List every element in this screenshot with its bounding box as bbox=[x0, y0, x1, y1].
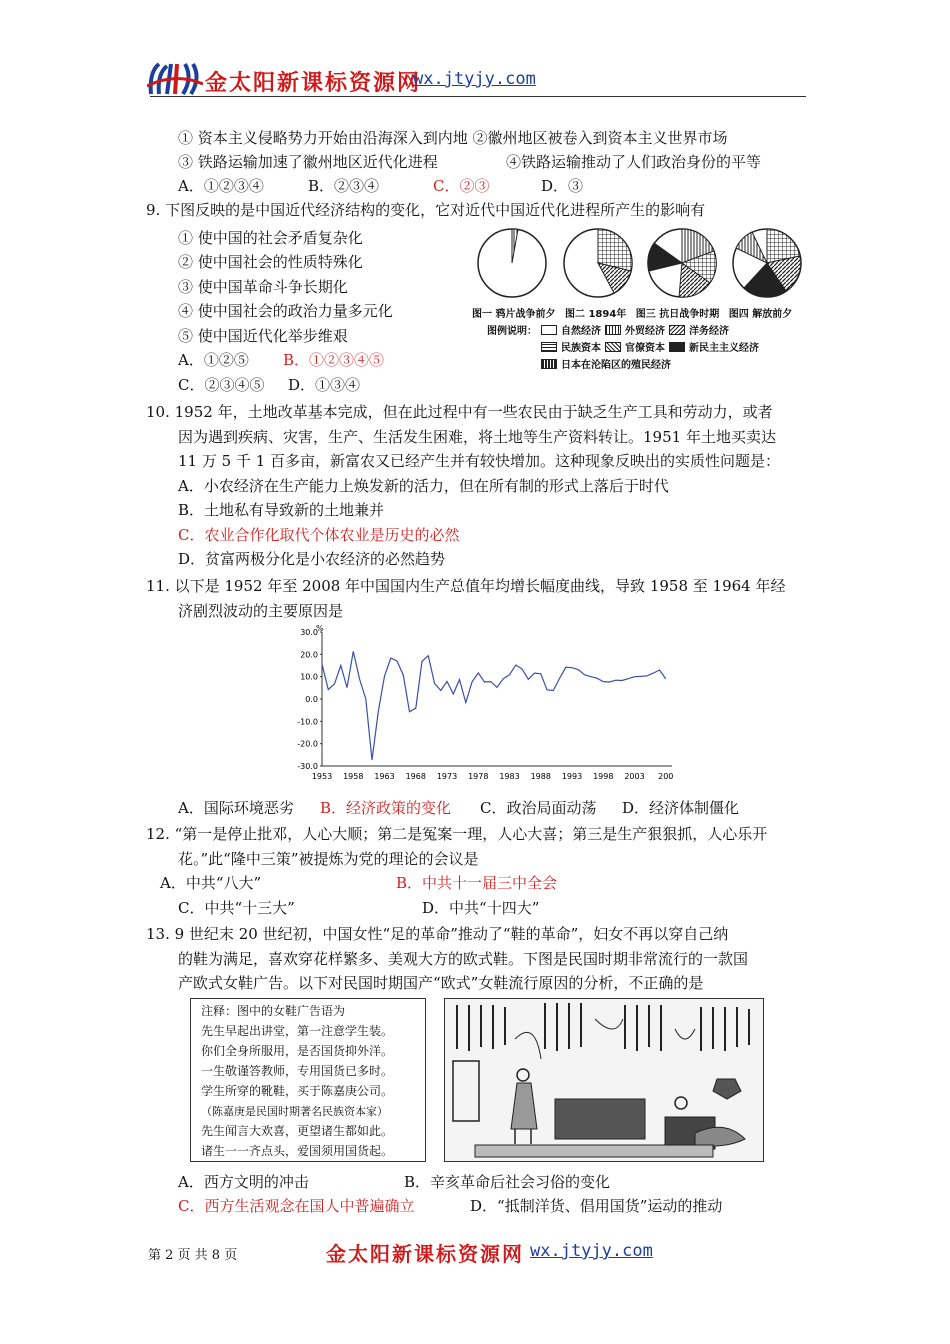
x-tick-label: 1958 bbox=[343, 772, 364, 781]
ad-note-line-6: （陈嘉庚是民国时期著名民族资本家） bbox=[201, 1105, 388, 1118]
footer-url-link[interactable]: wx.jtyjy.com bbox=[530, 1241, 653, 1261]
x-tick-label: 1993 bbox=[561, 772, 583, 781]
legend-foreign-trade: 外贸经济 bbox=[625, 326, 665, 337]
q9-stem: 9. 下图反映的是中国近代经济结构的变化，它对近代中国近代化进程所产生的影响有 bbox=[146, 201, 706, 219]
q11-option-b[interactable]: B．经济政策的变化 bbox=[320, 799, 452, 817]
shoe-ad-drawing-icon bbox=[445, 999, 763, 1161]
q9-option-b[interactable]: B．①②③④⑤ bbox=[283, 351, 385, 369]
x-tick-label: 1968 bbox=[405, 772, 426, 781]
logo-icon bbox=[147, 58, 203, 100]
q11-option-c[interactable]: C．政治局面动荡 bbox=[480, 799, 597, 817]
q12-stem-line-2: 花。”此“隆中三策”被提炼为党的理论的会议是 bbox=[178, 850, 479, 868]
x-tick-label: 2003 bbox=[624, 772, 645, 781]
pie-3 bbox=[648, 229, 716, 297]
q8-statement-line-1: ① 资本主义侵略势力开始由沿海深入到内地 ②徽州地区被卷入到资本主义世界市场 bbox=[178, 129, 728, 147]
legend-westernization: 洋务经济 bbox=[689, 326, 729, 337]
y-tick-label: 10.0 bbox=[300, 672, 318, 682]
q13-stem-line-1: 13. 9 世纪末 20 世纪初，中国女性“足的革命”推动了“鞋的革命”，妇女不再以穿自己纳 bbox=[146, 925, 729, 943]
q8-option-a[interactable]: A．①②③④ bbox=[178, 177, 264, 195]
legend-swatch-icon bbox=[541, 359, 557, 369]
pie-caption-1: 图一 鸦片战争前夕 bbox=[472, 309, 556, 320]
pie-1 bbox=[478, 229, 546, 297]
legend-swatch-icon bbox=[541, 342, 557, 352]
shoe-ad-annotation-box bbox=[190, 998, 426, 1162]
gdp-growth-line bbox=[322, 651, 666, 760]
footer-brand: 金太阳新课标资源网 bbox=[326, 1242, 524, 1266]
q9-option-a[interactable]: A．①②⑤ bbox=[178, 351, 249, 369]
chart-y-ticks bbox=[297, 628, 322, 771]
page-number: 第 2 页 共 8 页 bbox=[148, 1248, 238, 1263]
q8-option-b[interactable]: B．②③④ bbox=[308, 177, 380, 195]
q11-stem-line-2: 济剧烈波动的主要原因是 bbox=[178, 602, 344, 620]
header-url-link[interactable]: wx.jtyjy.com bbox=[413, 69, 536, 89]
pie-legend-row-3 bbox=[541, 356, 671, 371]
q9-item-4: ④ 使中国社会的政治力量多元化 bbox=[178, 302, 393, 320]
q13-option-b[interactable]: B．辛亥革命后社会习俗的变化 bbox=[404, 1173, 611, 1191]
q13-stem-line-3: 产欧式女鞋广告。以下对民国时期国产“欧式”女鞋流行原因的分析，不正确的是 bbox=[178, 974, 704, 992]
y-tick-label: -10.0 bbox=[297, 717, 318, 727]
pie-caption-2: 图二 1894年 bbox=[564, 309, 627, 320]
x-tick-label: 1988 bbox=[530, 772, 551, 781]
q10-stem-line-1: 10. 1952 年，土地改革基本完成，但在此过程中有一些农民由于缺乏生产工具和劳动力，或者 bbox=[146, 403, 773, 421]
q13-option-d[interactable]: D．“抵制洋货、倡用国货”运动的推动 bbox=[470, 1197, 723, 1215]
pie-caption-4: 图四 解放前夕 bbox=[728, 309, 793, 320]
q8-statement-4: ④铁路运输推动了人们政治身份的平等 bbox=[506, 153, 762, 171]
ad-note-line-7: 先生闻言大欢喜，更望诸生都如此。 bbox=[201, 1124, 394, 1138]
chart-axis-lines bbox=[322, 632, 672, 766]
q9-item-3: ③ 使中国革命斗争长期化 bbox=[178, 278, 348, 296]
legend-title: 图例说明： bbox=[487, 326, 537, 337]
x-tick-label: 1973 bbox=[436, 772, 458, 781]
q11-option-d[interactable]: D．经济体制僵化 bbox=[622, 799, 740, 817]
x-tick-label: 1953 bbox=[311, 772, 333, 781]
q10-stem-line-3: 11 万 5 千 1 百多亩，新富农又已经产生并有较快增加。这种现象反映出的实质性问题是： bbox=[178, 452, 781, 470]
legend-national-capital: 民族资本 bbox=[561, 343, 601, 354]
q10-stem-line-2: 因为遇到疾病、灾害，生产、生活发生困难，将土地等生产资料转让。1951 年土地买卖达 bbox=[178, 428, 776, 446]
ad-note-line-5: 学生所穿的靴鞋，买于陈嘉庚公司。 bbox=[201, 1084, 394, 1098]
gdp-growth-chart bbox=[280, 620, 680, 790]
x-tick-label: 1983 bbox=[499, 772, 520, 781]
legend-swatch-icon bbox=[669, 342, 685, 352]
ad-note-line-3: 你们全身所服用，是否国货抑外洋。 bbox=[201, 1044, 394, 1058]
q10-option-d[interactable]: D．贫富两极分化是小农经济的必然趋势 bbox=[178, 550, 446, 568]
ad-note-line-2: 先生早起出讲堂，第一注意学生装。 bbox=[201, 1024, 394, 1038]
legend-swatch-icon bbox=[541, 325, 557, 335]
q12-option-c[interactable]: C．中共“十三大” bbox=[178, 899, 295, 917]
q13-stem-line-2: 的鞋为满足，喜欢穿花样繁多、美观大方的欧式鞋。下图是民国时期非常流行的一款国 bbox=[178, 950, 749, 968]
q9-item-2: ② 使中国社会的性质特殊化 bbox=[178, 253, 363, 271]
legend-swatch-icon bbox=[605, 325, 621, 335]
pie-2 bbox=[564, 229, 632, 297]
ad-note-line-4: 一生敬谨答教师，专用国货已多时。 bbox=[201, 1064, 394, 1078]
legend-bureaucrat-capital: 官僚资本 bbox=[625, 343, 665, 354]
q10-option-a[interactable]: A．小农经济在生产能力上焕发新的活力，但在所有制的形式上落后于时代 bbox=[178, 477, 669, 495]
header-brand: 金太阳新课标资源网 bbox=[205, 70, 422, 96]
y-tick-label: -30.0 bbox=[297, 762, 318, 771]
x-tick-label: 200 bbox=[658, 772, 674, 781]
q13-option-c[interactable]: C．西方生活观念在国人中普遍确立 bbox=[178, 1197, 415, 1215]
y-tick-label: 20.0 bbox=[300, 650, 318, 660]
q8-statement-3: ③ 铁路运输加速了徽州地区近代化进程 bbox=[178, 153, 438, 171]
q9-option-d[interactable]: D．①③④ bbox=[288, 376, 361, 394]
q11-stem-line-1: 11. 以下是 1952 年至 2008 年中国国内生产总值年均增长幅度曲线，导致 1958 至 1964 年经 bbox=[146, 577, 786, 595]
x-tick-label: 1998 bbox=[593, 772, 614, 781]
q9-item-5: ⑤ 使中国近代化举步维艰 bbox=[178, 327, 348, 345]
q9-option-c[interactable]: C．②③④⑤ bbox=[178, 376, 265, 394]
q10-option-b[interactable]: B．土地私有导致新的土地兼并 bbox=[178, 501, 385, 519]
pie-legend-row-2 bbox=[541, 339, 759, 354]
ad-note-line-1: 注释：图中的女鞋广告语为 bbox=[201, 1004, 346, 1018]
legend-japanese-colonial: 日本在沦陷区的殖民经济 bbox=[561, 360, 671, 371]
legend-swatch-icon bbox=[605, 342, 621, 352]
pie-legend-row-1 bbox=[487, 322, 729, 337]
shoe-ad-illustration bbox=[444, 998, 764, 1162]
economic-structure-pies bbox=[474, 226, 820, 302]
chart-y-unit: % bbox=[316, 624, 324, 633]
pie-captions bbox=[472, 305, 792, 320]
y-tick-label: -20.0 bbox=[297, 739, 318, 749]
q8-option-d[interactable]: D．③ bbox=[541, 177, 584, 195]
q8-option-c[interactable]: C．②③ bbox=[433, 177, 490, 195]
ad-note-line-8: 诸生一一齐点头，爱国须用国货起。 bbox=[201, 1144, 394, 1158]
y-tick-label: 0.0 bbox=[305, 695, 318, 704]
q12-option-b[interactable]: B．中共十一届三中全会 bbox=[396, 874, 558, 892]
x-tick-label: 1978 bbox=[468, 772, 489, 781]
q12-option-a[interactable]: A．中共“八大” bbox=[160, 874, 262, 892]
q11-option-a[interactable]: A．国际环境恶劣 bbox=[178, 799, 294, 817]
chart-x-ticks bbox=[312, 772, 674, 781]
legend-swatch-icon bbox=[669, 325, 685, 335]
q10-option-c[interactable]: C．农业合作化取代个体农业是历史的必然 bbox=[178, 526, 460, 544]
q12-option-d[interactable]: D．中共“十四大” bbox=[422, 899, 540, 917]
q9-item-1: ① 使中国的社会矛盾复杂化 bbox=[178, 229, 363, 247]
legend-new-democratic: 新民主主义经济 bbox=[689, 343, 759, 354]
x-tick-label: 1963 bbox=[374, 772, 395, 781]
pie-caption-3: 图三 抗日战争时期 bbox=[635, 309, 720, 320]
pie-4 bbox=[733, 229, 801, 297]
legend-natural: 自然经济 bbox=[561, 326, 601, 337]
y-tick-label: 30.0 bbox=[300, 628, 318, 637]
header-rule bbox=[150, 96, 806, 97]
chart-axes bbox=[322, 632, 672, 766]
q12-stem-line-1: 12. “第一是停止批邓，人心大顺；第二是冤案一理，人心大喜；第三是生产狠狠抓，人心乐开 bbox=[146, 825, 768, 843]
q13-option-a[interactable]: A．西方文明的冲击 bbox=[178, 1173, 309, 1191]
